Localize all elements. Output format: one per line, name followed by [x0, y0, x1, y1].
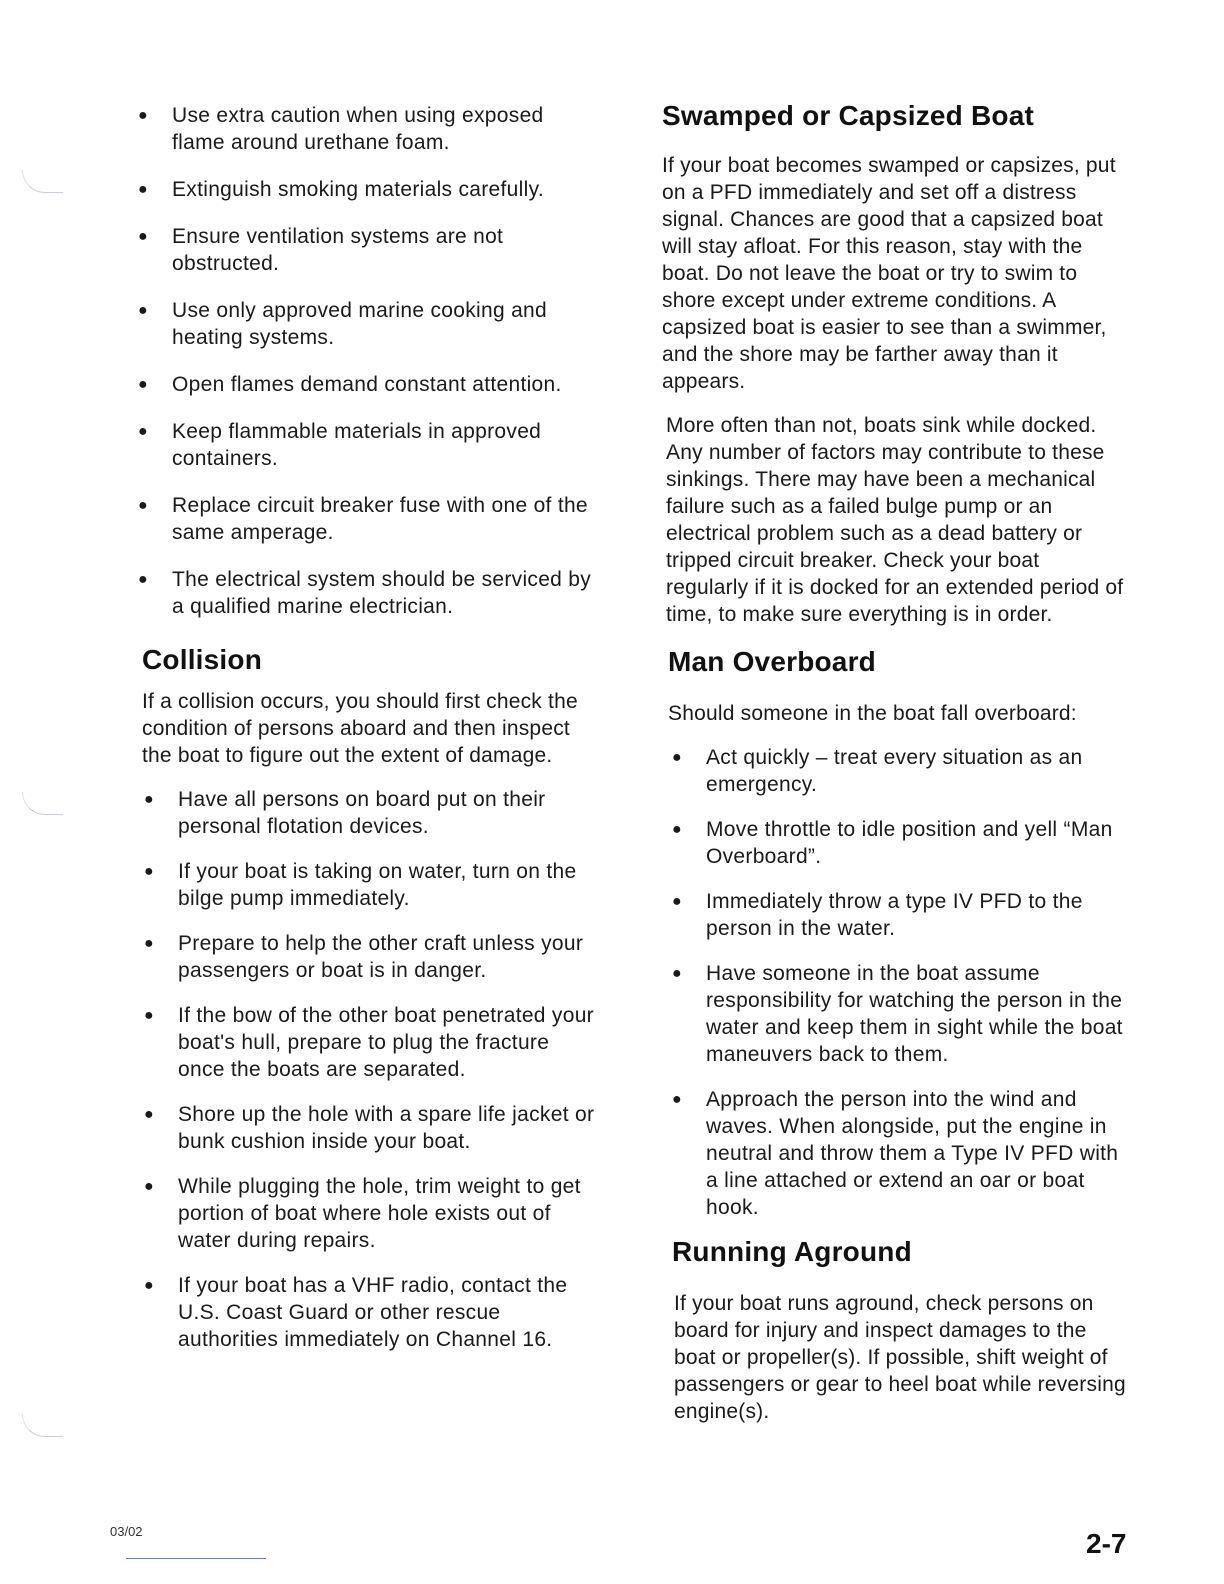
list-item: [138, 371, 598, 398]
man-overboard-intro: Should someone in the boat fall overboard:: [668, 702, 1077, 725]
bullet-icon: ●: [672, 821, 682, 838]
list-item: [672, 960, 1128, 1068]
list-item-text: Immediately throw a type IV PFD to the person in the water.: [706, 890, 1083, 940]
running-aground-paragraph: If your boat runs aground, check persons on board for injury and inspect damages to the boat or propeller(s). If possible, shift weight of passengers or gear to heel boat while reversing engine(s).: [674, 1292, 1126, 1423]
list-item-text: The electrical system should be serviced by a qualified marine electrician.: [172, 568, 592, 618]
list-item: [672, 816, 1128, 870]
bullet-icon: ●: [144, 863, 154, 880]
binder-hole-mark: [22, 792, 63, 815]
bullet-icon: ●: [144, 935, 154, 952]
swamped-paragraph-1: If your boat becomes swamped or capsizes, put on a PFD immediately and set off a distress signal. Chances are good that a capsized boat will stay afloat. For this reason, stay with the boat. Do not leave the boat or try to swim to shore except under extreme conditions. A capsized boat is easier to see than a swimmer, and the shore may be farther away than it appears.: [662, 154, 1116, 393]
bullet-icon: ●: [672, 965, 682, 982]
bullet-icon: ●: [672, 893, 682, 910]
list-item-text: If the bow of the other boat penetrated your boat's hull, prepare to plug the fracture once the boats are separated.: [178, 1004, 594, 1081]
list-item-text: While plugging the hole, trim weight to get portion of boat where hole exists out of water during repairs.: [178, 1175, 581, 1252]
list-item-text: Approach the person into the wind and waves. When alongside, put the engine in neutral and throw them a Type IV PFD with a line attached or extend an oar or boat hook.: [706, 1088, 1119, 1219]
bullet-icon: ●: [138, 228, 148, 245]
list-item-text: Act quickly – treat every situation as an emergency.: [706, 746, 1083, 796]
section-heading-running-aground: Running Aground: [672, 1236, 912, 1267]
list-item: [138, 223, 598, 277]
bullet-icon: ●: [138, 423, 148, 440]
list-item: [144, 858, 602, 912]
section-heading-man-overboard: Man Overboard: [668, 646, 876, 677]
list-item-text: Extinguish smoking materials carefully.: [172, 178, 544, 201]
bullet-icon: ●: [138, 107, 148, 124]
list-item: [144, 930, 602, 984]
list-item-text: If your boat is taking on water, turn on the bilge pump immediately.: [178, 860, 577, 910]
bullet-icon: ●: [144, 1007, 154, 1024]
footer-date: 03/02: [110, 1524, 143, 1539]
section-heading-collision: Collision: [142, 644, 263, 675]
list-item: [672, 888, 1128, 942]
list-item-text: Have all persons on board put on their personal flotation devices.: [178, 788, 546, 838]
collision-paragraph: If a collision occurs, you should first check the condition of persons aboard and then inspect the boat to figure out the extent of damage.: [142, 690, 578, 767]
bullet-icon: ●: [138, 302, 148, 319]
bullet-icon: ●: [144, 1178, 154, 1195]
list-item-text: Shore up the hole with a spare life jacket or bunk cushion inside your boat.: [178, 1103, 595, 1153]
list-item-text: If your boat has a VHF radio, contact the U.S. Coast Guard or other rescue authorities immediately on Channel 16.: [178, 1274, 568, 1351]
list-item: [672, 1086, 1128, 1221]
list-item: [138, 566, 598, 620]
list-item-text: Keep flammable materials in approved containers.: [172, 420, 542, 470]
binder-hole-mark: [22, 170, 63, 193]
fire-safety-list: [138, 102, 598, 640]
list-item-text: Ensure ventilation systems are not obstructed.: [172, 225, 504, 275]
section-heading-swamped: Swamped or Capsized Boat: [662, 100, 1034, 131]
list-item: [138, 297, 598, 351]
list-item: [144, 1272, 602, 1353]
list-item: [138, 492, 598, 546]
list-item: [672, 744, 1128, 798]
bullet-icon: ●: [138, 376, 148, 393]
footer-rule: [126, 1558, 266, 1559]
list-item-text: Open flames demand constant attention.: [172, 373, 562, 396]
collision-list: [144, 786, 602, 1371]
binder-hole-mark: [22, 1414, 63, 1437]
bullet-icon: ●: [144, 1106, 154, 1123]
list-item: [144, 1173, 602, 1254]
bullet-icon: ●: [138, 181, 148, 198]
list-item: [138, 418, 598, 472]
bullet-icon: ●: [672, 749, 682, 766]
list-item-text: Have someone in the boat assume responsibility for watching the person in the water and keep them in sight while the boat maneuvers back to them.: [706, 962, 1123, 1066]
list-item-text: Move throttle to idle position and yell “Man Overboard”.: [706, 818, 1113, 868]
list-item-text: Replace circuit breaker fuse with one of the same amperage.: [172, 494, 588, 544]
swamped-paragraph-2: More often than not, boats sink while docked. Any number of factors may contribute to these sinkings. There may have been a mechanical failure such as a failed bulge pump or an electrical problem such as a dead battery or tripped circuit breaker. Check your boat regularly if it is docked for an extended period of time, to make sure everything is in order.: [666, 414, 1124, 626]
list-item: [144, 786, 602, 840]
page-number: 2-7: [1086, 1528, 1127, 1559]
list-item: [144, 1101, 602, 1155]
man-overboard-list: [672, 744, 1128, 1239]
bullet-icon: ●: [138, 571, 148, 588]
list-item-text: Use only approved marine cooking and heating systems.: [172, 299, 548, 349]
list-item: [138, 176, 598, 203]
list-item: [138, 102, 598, 156]
bullet-icon: ●: [144, 1277, 154, 1294]
list-item: [144, 1002, 602, 1083]
list-item-text: Use extra caution when using exposed flame around urethane foam.: [172, 104, 544, 154]
bullet-icon: ●: [672, 1091, 682, 1108]
list-item-text: Prepare to help the other craft unless your passengers or boat is in danger.: [178, 932, 584, 982]
bullet-icon: ●: [144, 791, 154, 808]
bullet-icon: ●: [138, 497, 148, 514]
